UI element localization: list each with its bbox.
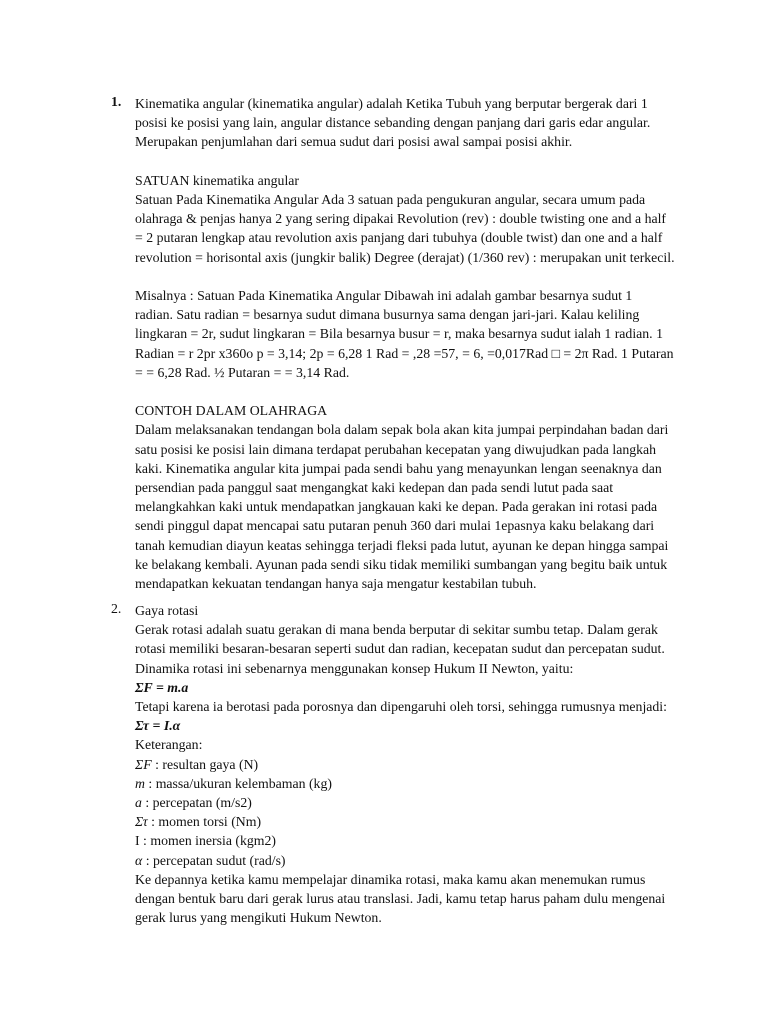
contoh-paragraph: Dalam melaksanakan tendangan bola dalam sepak bola akan kita jumpai perpindahan badan dari satu posisi ke posisi lain dimana terdapat perubahan kecepatan yang diwujudkan pada langkah kaki. Kinematika angular kita jumpai pada sendi bahu yang menayunkan lengan seenaknya dan persendian pada panggul saat mengangkat kaki kedepan dan pada sendi lutut pada saat melangkahkan kaki untuk mendapatkan jangkauan kaki ke depan. Pada gerakan ini rotasi pada sendi pinggul dapat mencapai satu putaran penuh 360 dari mulai 1epasnya kaku belakang dari tanah kemudian diayun keatas sehingga terjadi fleksi pada lutut, ayunan ke depan hingga sampai ke belakang kembali. Ayunan pada sendi siku tidak memiliki sumbangan yang begitu baik untuk mendapatkan kekuatan tendangan hanya saja mengatur kestabilan tubuh. — [135, 422, 669, 592]
satuan-paragraph: Satuan Pada Kinematika Angular Ada 3 satuan pada pengukuran angular, secara umum pada olahraga & penjas hanya 2 yang sering dipakai Revolution (rev) : double twisting one and a half = 2 putaran lengkap atau revolution axis panjang dari tubuhya (double twist) dan one and a half revolution = horisontal axis (jungkir balik) Degree (derajat) (1/360 rev) : merupakan unit terkecil. — [135, 192, 675, 265]
list-item-body — [135, 601, 695, 927]
legend-row — [135, 774, 695, 793]
legend-row — [135, 812, 695, 831]
legend-row — [135, 831, 695, 850]
legend-symbol: ΣF — [135, 756, 152, 772]
legend-row — [135, 851, 695, 870]
legend-desc: : percepatan (m/s2) — [141, 795, 252, 811]
legend-desc: : momen torsi (Nm) — [147, 814, 262, 830]
section-title: Gaya rotasi — [135, 603, 199, 618]
intro-paragraph: Kinematika angular (kinematika angular) adalah Ketika Tubuh yang berputar bergerak dari 1 posisi ke posisi yang lain, angular distance sebanding dengan panjang dari garis edar angular. Merupakan penjumlahan dari semua sudut dari posisi awal sampai posisi akhir. — [135, 96, 651, 150]
intro-paragraph: Gerak rotasi adalah suatu gerakan di mana benda berputar di sekitar sumbu tetap. Dalam gerak rotasi memiliki besaran-besaran seperti sudut dan radian, kecepatan sudut dan percepatan sudut. Dinamika rotasi ini sebenarnya menggunakan konsep Hukum II Newton, yaitu: — [135, 622, 665, 676]
list-item-body — [135, 94, 695, 593]
legend-symbol: a — [135, 795, 142, 811]
misalnya-paragraph: Misalnya : Satuan Pada Kinematika Angular Dibawah ini adalah gambar besarnya sudut 1 radian. Satu radian = besarnya sudut dimana busurnya sama dengan jari-jari. Kalau keliling lingkaran = 2r, sudut lingkaran = Bila besarnya busur = r, maka besarnya sudut ialah 1 radian. 1 Radian = r 2pr x360o p = 3,14; 2p = 6,28 1 Rad = ,28 =57, = 6, =0,017Rad □ = 2π Rad. 1 Putaran = = 6,28 Rad. ½ Putaran = = 3,14 Rad. — [135, 288, 674, 380]
legend-symbol: Στ — [135, 814, 148, 830]
middle-paragraph: Tetapi karena ia berotasi pada porosnya dan dipengaruhi oleh torsi, sehingga rumusnya menjadi: — [135, 699, 667, 715]
closing-paragraph: Ke depannya ketika kamu mempelajar dinamika rotasi, maka kamu akan menemukan rumus dengan bentuk baru dari gerak lurus atau translasi. Jadi, kamu tetap harus paham dulu mengenai gerak lurus yang mengikuti Hukum Newton. — [135, 871, 666, 926]
legend-symbol: m — [135, 775, 145, 791]
keterangan-label: Keterangan: — [135, 737, 203, 753]
formula-newton: ΣF = m.a — [135, 679, 189, 695]
list-number: 1. — [111, 94, 122, 109]
legend-symbol: α — [135, 852, 143, 868]
legend-row — [135, 755, 695, 774]
legend-row — [135, 793, 695, 812]
legend-desc: : percepatan sudut (rad/s) — [142, 852, 286, 868]
satuan-heading: SATUAN kinematika angular — [135, 172, 299, 188]
list-number: 2. — [111, 601, 122, 616]
legend-symbol: I — [135, 833, 140, 849]
formula-torsi: Στ = I.α — [135, 718, 181, 734]
legend-desc: : massa/ukuran kelembaman (kg) — [144, 775, 332, 791]
legend-desc: : resultan gaya (N) — [151, 756, 259, 772]
legend-desc: : momen inersia (kgm2) — [139, 833, 277, 849]
contoh-heading: CONTOH DALAM OLAHRAGA — [135, 403, 328, 419]
